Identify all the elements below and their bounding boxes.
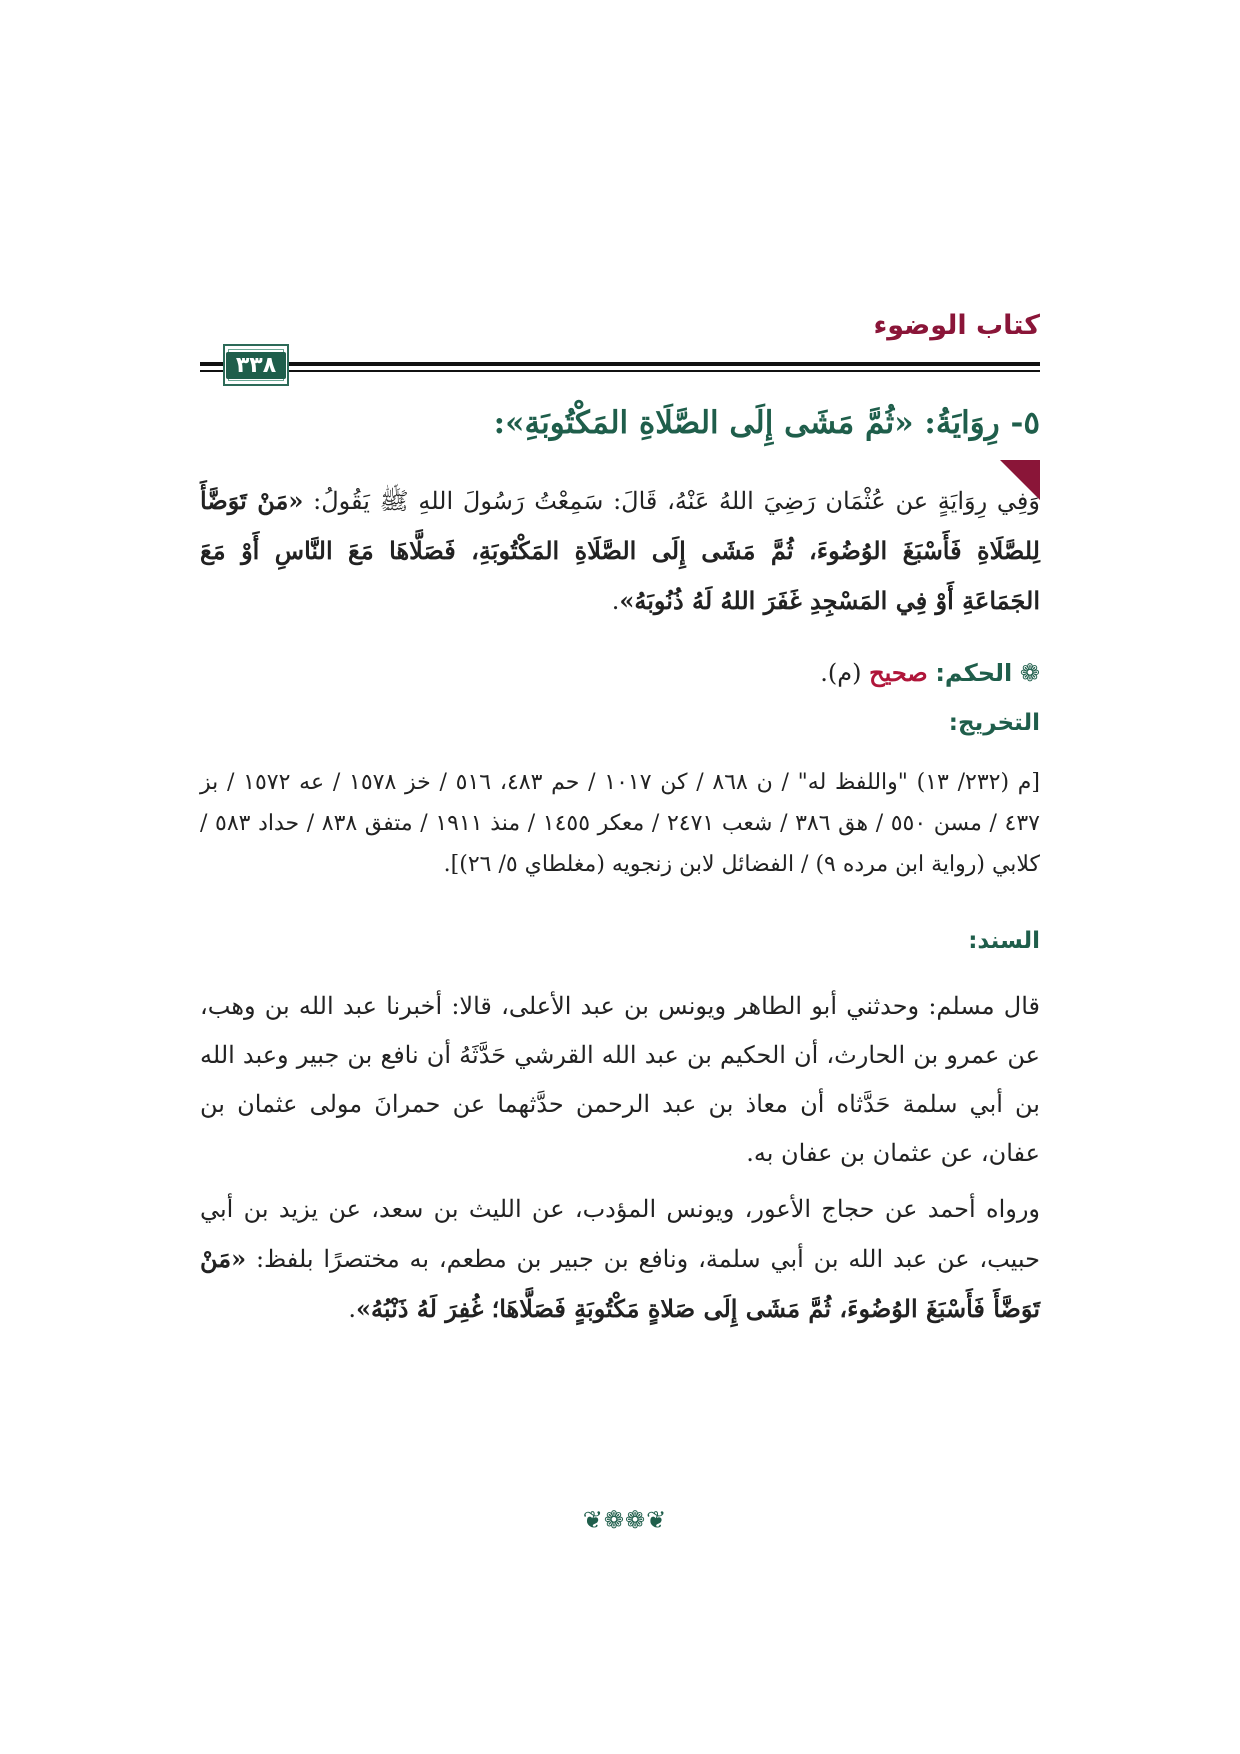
sanad-paragraph-2 bbox=[200, 1185, 1040, 1334]
hadith-paragraph bbox=[200, 476, 1040, 626]
takhrij-text: [م (٢٣٢/ ١٣) "واللفظ له" / ن ٨٦٨ / كن ١٠١٧ / حم ٤٨٣، ٥١٦ / خز ١٥٧٨ / عه ١٥٧٢ / بز ٤٣٧ / مسن ٥٥٠ / هق ٣٨٦ / شعب ٢٤٧١ / معكر ١٤٥٥ / منذ ١٩١١ / متفق ٨٣٨ / حداد ٥٨٣ / كلابي (رواية ابن مرده ٩) / الفضائل لابن زنجويه (مغلطاي ٥/ ٢٦)]. bbox=[200, 770, 1040, 877]
sanad-para2-intro: ورواه أحمد عن حجاج الأعور، ويونس المؤدب، عن الليث بن سعد، عن يزيد بن أبي حبيب، عن عبد الله بن أبي سلمة، ونافع بن جبير بن مطعم، به مختصرًا بلفظ: bbox=[200, 1195, 1041, 1273]
hadith-intro: وَفِي رِوَايَةٍ عن عُثْمَان رَضِيَ اللهُ عَنْهُ، قَالَ: سَمِعْتُ رَسُولَ اللهِ ﷺ يَقُولُ: bbox=[303, 487, 1040, 515]
ruling-value: صحيح bbox=[869, 658, 928, 687]
hadith-matn: «مَنْ تَوَضَّأَ لِلصَّلَاةِ فَأَسْبَغَ الوُضُوءَ، ثُمَّ مَشَى إِلَى الصَّلَاةِ المَكْتُوبَةِ، فَصَلَّاهَا مَعَ النَّاسِ أَوْ مَعَ الجَمَاعَةِ أَوْ فِي المَسْجِدِ غَفَرَ اللهُ لَهُ ذُنُوبَهُ» bbox=[200, 486, 1040, 615]
hadith-end: . bbox=[611, 587, 620, 615]
header-rule-thick bbox=[200, 362, 1040, 366]
page-number: ٣٣٨ bbox=[226, 352, 286, 379]
flower-icon: ❁ bbox=[1019, 659, 1040, 687]
sanad-para2-matn: «مَنْ تَوَضَّأَ فَأَسْبَغَ الوُضُوءَ، ثُمَّ مَشَى إِلَى صَلاةٍ مَكْتُوبَةٍ فَصَلَّاهَا؛ غُفِرَ لَهُ ذَنْبُهُ» bbox=[200, 1244, 1040, 1323]
ruling-label: الحكم: bbox=[935, 659, 1013, 687]
takhrij-heading: التخريج: bbox=[948, 710, 1040, 736]
sanad-paragraph-1: قال مسلم: وحدثني أبو الطاهر ويونس بن عبد الأعلى، قالا: أخبرنا عبد الله بن وهب، عن عمرو بن الحارث، أن الحكيم بن عبد الله القرشي حَدَّثَهُ أن نافع بن جبير وعبد الله بن أبي سلمة حَدَّثاه أن معاذ بن عبد الرحمن حدَّثهما عن حمرانَ مولى عثمان بن عفان، عن عثمان بن عفان به. bbox=[200, 992, 1041, 1167]
sanad-heading: السند: bbox=[968, 928, 1040, 954]
page-number-frame bbox=[223, 344, 289, 386]
section-title: ٥- رِوَايَةُ: «ثُمَّ مَشَى إِلَى الصَّلَاةِ المَكْتُوبَةِ»: bbox=[493, 405, 1040, 441]
sanad-para2-end: . bbox=[348, 1295, 356, 1323]
page-header bbox=[200, 310, 1040, 390]
book-title: كتاب الوضوء bbox=[873, 310, 1040, 341]
header-rule-thin bbox=[200, 370, 1040, 372]
ruling-line bbox=[200, 658, 1040, 687]
ruling-source: (م). bbox=[820, 659, 862, 687]
end-ornament-icon: ❦❁❁❦ bbox=[582, 1506, 668, 1534]
